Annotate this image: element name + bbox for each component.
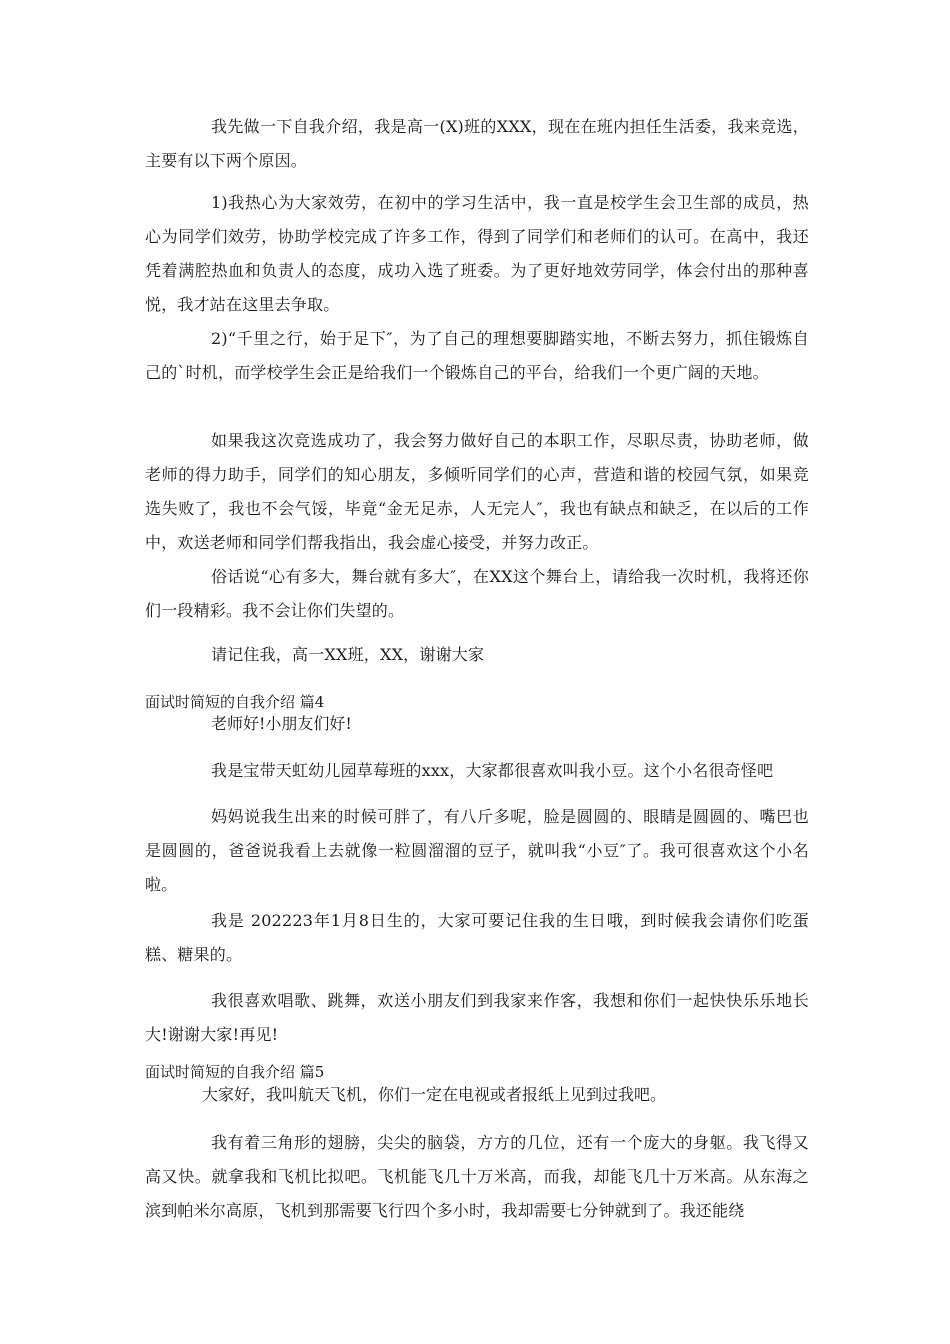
paragraph-commitment: 如果我这次竞选成功了，我会努力做好自己的本职工作，尽职尽责，协助老师，做老师的得力助手，同学们的知心朋友，多倾听同学们的心声，营造和谐的校园气氛，如果竞选失败了，我也不会气馁，毕竟“金无足赤，人无完人″，我也有缺点和缺乏，在以后的工作中，欢送老师和同学们帮我指出，我会虚心接受，并努力改正。 <box>145 431 809 552</box>
greeting-5: 大家好，我叫航天飞机，你们一定在电视或者报纸上见到过我吧。 <box>202 1085 667 1104</box>
paragraph-hobbies: 我很喜欢唱歌、跳舞，欢送小朋友们到我家来作客，我想和你们一起快快乐乐地长大!谢谢大家!再见! <box>145 991 809 1044</box>
paragraph-reason-2: 2)“千里之行，始于足下″，为了自己的理想要脚踏实地，不断去努力，抓住锻炼自己的`时机，而学校学生会正是给我们一个锻炼自己的平台，给我们一个更广阔的天地。 <box>145 329 809 382</box>
paragraph-saying: 俗话说“心有多大，舞台就有多大″，在XX这个舞台上，请给我一次时机，我将还你们一段精彩。我不会让你们失望的。 <box>145 567 809 620</box>
paragraph-self-intro: 我先做一下自我介绍，我是高一(X)班的XXX，现在在班内担任生活委，我来竞选，主要有以下两个原因。 <box>145 117 809 170</box>
paragraph-reason-1: 1)我热心为大家效劳，在初中的学习生活中，我一直是校学生会卫生部的成员，热心为同学们效劳，协助学校完成了许多工作，得到了同学们和老师们的认可。在高中，我还凭着满腔热血和负责人的态度，成功入选了班委。为了更好地效劳同学，体会付出的那种喜悦，我才站在这里去争取。 <box>145 193 809 314</box>
paragraph-closing: 请记住我，高一XX班，XX，谢谢大家 <box>211 645 485 664</box>
section-heading-4: 面试时简短的自我介绍 篇4 <box>145 693 325 711</box>
paragraph-nickname: 妈妈说我生出来的时候可胖了，有八斤多呢，脸是圆圆的、眼睛是圆圆的、嘴巴也是圆圆的，爸爸说我看上去就像一粒圆溜溜的豆子，就叫我“小豆″了。我可很喜欢这个小名啦。 <box>145 807 809 894</box>
paragraph-kindergarten: 我是宝带天虹幼儿园草莓班的xxx，大家都很喜欢叫我小豆。这个小名很奇怪吧 <box>211 761 774 780</box>
greeting-4: 老师好!小朋友们好! <box>211 714 352 733</box>
section-heading-5: 面试时简短的自我介绍 篇5 <box>145 1063 325 1081</box>
paragraph-birthday: 我是 202223年1月8日生的，大家可要记住我的生日哦，到时候我会请你们吃蛋糕、糖果的。 <box>145 911 809 964</box>
paragraph-space-shuttle: 我有着三角形的翅膀，尖尖的脑袋，方方的几位，还有一个庞大的身躯。我飞得又高又快。就拿我和飞机比拟吧。飞机能飞几十万米高，而我，却能飞几十万米高。从东海之滨到帕米尔高原，飞机到那需要飞行四个多小时，我却需要七分钟就到了。我还能绕 <box>145 1133 809 1220</box>
